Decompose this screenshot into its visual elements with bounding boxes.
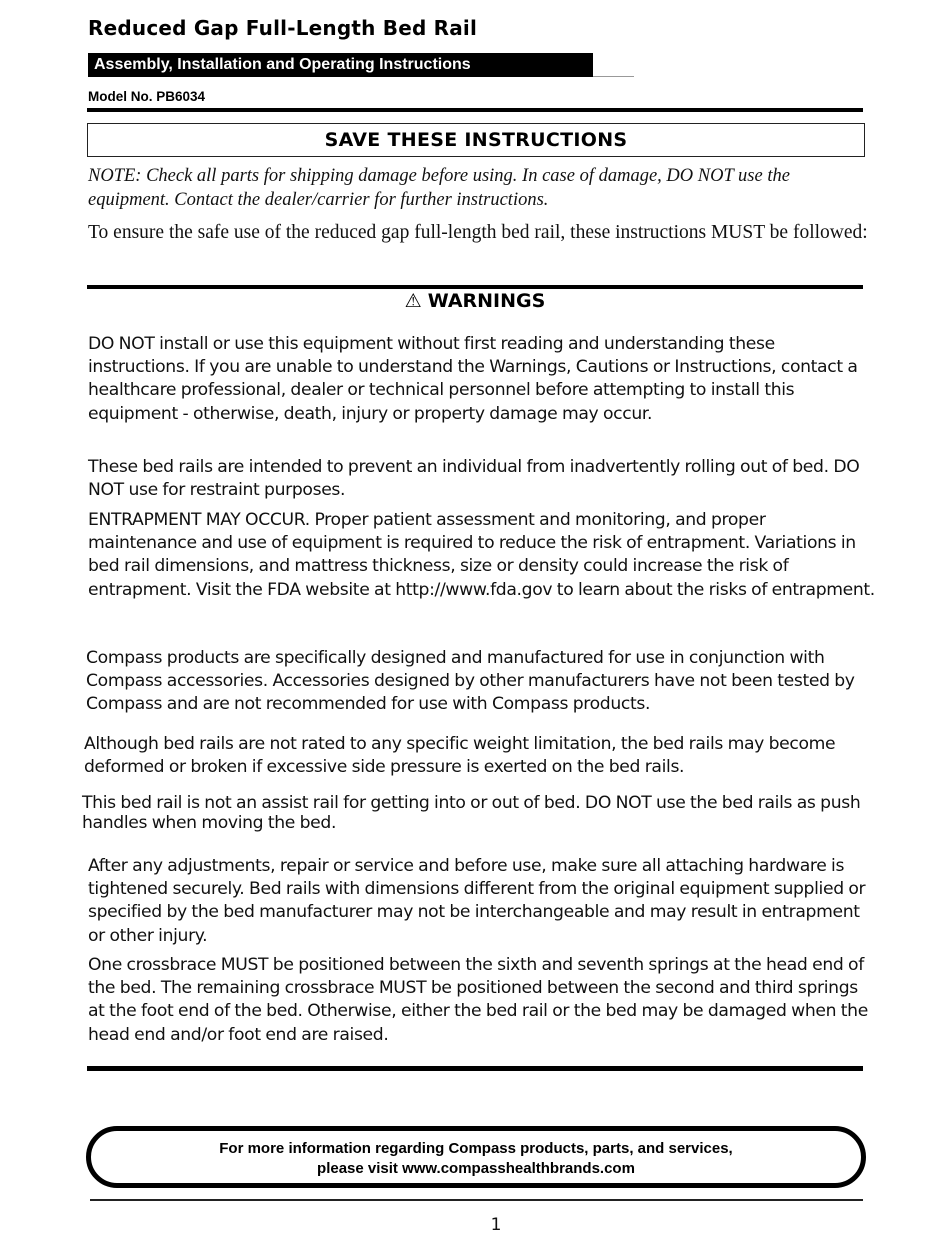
warnings-bottom-divider: [87, 1066, 863, 1071]
warning-paragraph: These bed rails are intended to prevent an individual from inadvertently rolling out of bed. DO NOT use for restraint purposes.: [88, 457, 860, 501]
warning-triangle-icon: ⚠: [404, 290, 422, 312]
shipping-damage-note: NOTE: Check all parts for shipping damage before using. In case of damage, DO NOT use the equipment. Contact the dealer/carrier for further instructions.: [88, 166, 790, 210]
model-number: Model No. PB6034: [88, 89, 206, 104]
document-subtitle: Assembly, Installation and Operating Instructions: [88, 53, 593, 77]
warning-paragraph: After any adjustments, repair or service and before use, make sure all attaching hardware is tightened securely. Bed rails with dimensions different from the original equipment supplied or specified by the bed manufacturer may not be interchangeable and may result in entrapment or other injury.: [88, 856, 866, 946]
warnings-top-divider: [87, 285, 863, 289]
more-info-line-2: please visit www.compasshealthbrands.com: [317, 1160, 635, 1177]
warnings-heading-label: WARNINGS: [427, 290, 546, 312]
document-title: Reduced Gap Full-Length Bed Rail: [88, 16, 478, 40]
warning-paragraph: ENTRAPMENT MAY OCCUR. Proper patient assessment and monitoring, and proper maintenance and use of equipment is required to reduce the risk of entrapment. Variations in bed rail dimensions, and mattress thickness, size or density could increase the risk of entrapment. Visit the FDA website at http://www.fda.gov to learn about the risks of entrapment.: [88, 510, 875, 600]
save-instructions-banner: SAVE THESE INSTRUCTIONS: [87, 123, 865, 157]
warning-paragraph: Compass products are specifically designed and manufactured for use in conjunction with Compass accessories. Accessories designed by other manufacturers have not been tested by Compass and are not recommended for use with Compass products.: [86, 648, 855, 715]
header-divider: [87, 108, 863, 112]
subtitle-underline: [593, 76, 634, 77]
more-info-line-1: For more information regarding Compass products, parts, and services,: [219, 1140, 733, 1157]
page-number: 1: [490, 1215, 502, 1235]
warning-paragraph: DO NOT install or use this equipment without first reading and understanding these instructions. If you are unable to understand the Warnings, Cautions or Instructions, contact a healthcare professional, dealer or technical personnel before attempting to install this equipment - otherwise, death, injury or property damage may occur.: [88, 334, 858, 424]
warning-paragraph: One crossbrace MUST be positioned between the sixth and seventh springs at the head end of the bed. The remaining crossbrace MUST be positioned between the second and third springs at the foot end of the bed. Otherwise, either the bed rail or the bed may be damaged when the head end and/or foot end are raised.: [88, 955, 868, 1045]
footer-divider: [90, 1199, 863, 1201]
warning-paragraph: Although bed rails are not rated to any specific weight limitation, the bed rails may become deformed or broken if excessive side pressure is exerted on the bed rails.: [84, 734, 836, 778]
warning-paragraph: This bed rail is not an assist rail for getting into or out of bed. DO NOT use the bed rails as push handles when moving the bed.: [82, 793, 861, 833]
intro-text: To ensure the safe use of the reduced gap full-length bed rail, these instructions MUST be followed:: [88, 222, 868, 243]
warnings-heading: [0, 290, 950, 312]
more-info-box: [86, 1126, 866, 1188]
